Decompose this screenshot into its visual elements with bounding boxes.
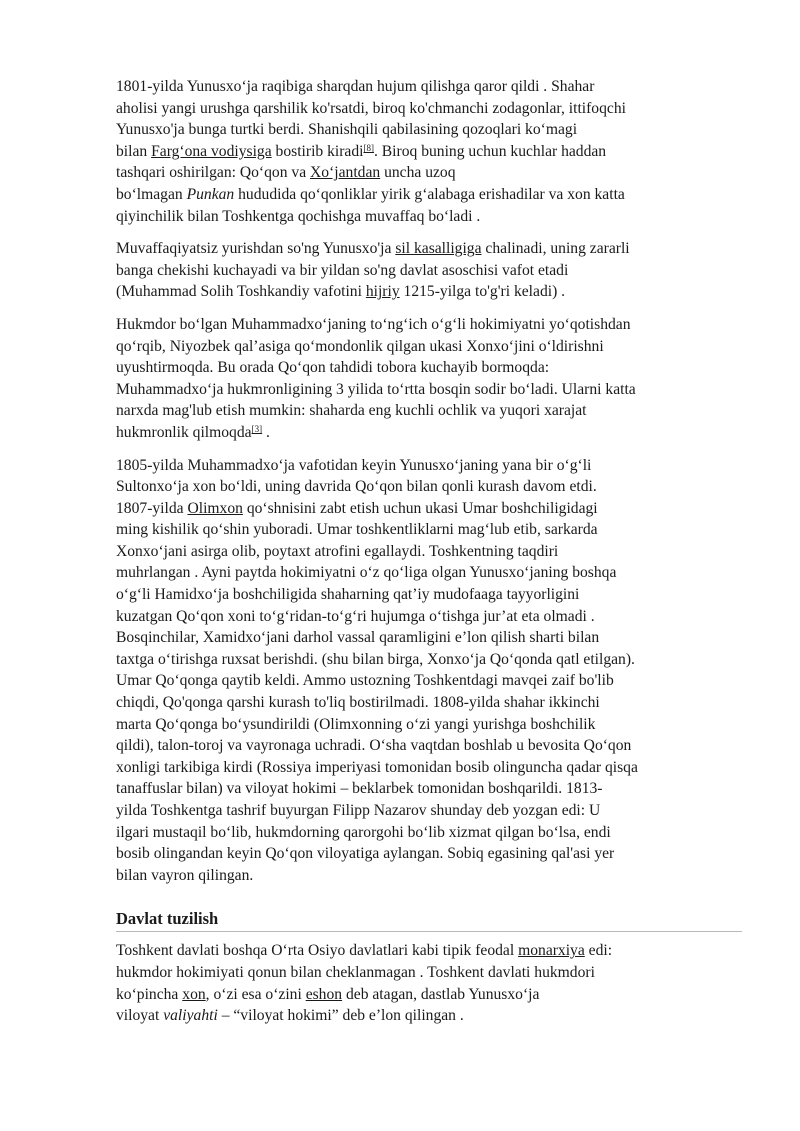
- link-eshon[interactable]: eshon: [305, 985, 343, 1003]
- text-line: Bosqinchilar, Xamidxo‘jani darhol vassal qaramligini e’lon qilish sharti bilan: [116, 629, 600, 647]
- text-line: Toshkent davlati boshqa O‘rta Osiyo davlatlari kabi tipik feodal monarxiya edi:: [116, 942, 613, 960]
- text-line: 1805-yilda Muhammadxo‘ja vafotidan keyin Yunusxo‘janing yana bir o‘g‘li: [116, 456, 592, 474]
- text-line: ilgari mustaqil bo‘lib, hukmdorning qarorgohi bo‘lib xizmat qilgan bo‘lsa, endi: [116, 823, 611, 841]
- text-line: chiqdi, Qo'qonga qarshi kurash to'liq bostirilmadi. 1808-yilda shahar ikkinchi: [116, 694, 600, 712]
- text-line: ming kishilik qo‘shin yuboradi. Umar toshkentliklarni mag‘lub etib, sarkarda: [116, 521, 598, 539]
- text-line: Sultonxo‘ja xon bo‘ldi, uning davrida Qo‘qon bilan qonli kurash davom etdi.: [116, 478, 597, 496]
- italic-punkan: Punkan: [186, 185, 235, 203]
- link-olimxon[interactable]: Olimxon: [187, 499, 243, 517]
- text-line: hukmronlik qilmoqda[3] .: [116, 423, 270, 441]
- text-line: taxtga o‘tirishga ruxsat berishdi. (shu bilan birga, Xonxo‘ja Qo‘qonda qatl etilgan).: [116, 650, 635, 668]
- citation-link[interactable]: [3]: [251, 423, 263, 434]
- text-line: Xonxo‘jani asirga olib, poytaxt atrofini egallaydi. Toshkentning taqdiri: [116, 542, 559, 560]
- text-line: 1807-yilda Olimxon qo‘shnisini zabt etish uchun ukasi Umar boshchiligidagi: [116, 499, 598, 517]
- text-line: qiyinchilik bilan Toshkentga qochishga muvaffaq bo‘ladi .: [116, 207, 481, 225]
- text-line: banga chekishi kuchayadi va bir yildan so'ng davlat asoschisi vafot etadi: [116, 261, 569, 279]
- text-line: xonligi tarkibiga kirdi (Rossiya imperiyasi tomonidan bosib olinguncha qadar qisqa: [116, 758, 638, 776]
- text-line: marta Qo‘qonga bo‘ysundirildi (Olimxonning o‘zi yangi yurishga boshchilik: [116, 715, 596, 733]
- citation-3: [252, 424, 263, 434]
- citation-8: [363, 143, 374, 153]
- text-line: muhrlangan . Ayni paytda hokimiyatni o‘z qo‘liga olgan Yunusxo‘janing boshqa: [116, 564, 617, 582]
- text-line: Hukmdor bo‘lgan Muhammadxo‘janing to‘ng‘ich o‘g‘li hokimiyatni yo‘qotishdan: [116, 315, 631, 333]
- text-line: tanaffuslar bilan) va viloyat hokimi – beklarbek tomonidan boshqarildi. 1813-: [116, 780, 603, 798]
- link-fergana-valley[interactable]: Farg‘ona vodiysiga: [151, 142, 272, 160]
- text-line: aholisi yangi urushga qarshilik ko'rsatdi, biroq ko'chmanchi zodagonlar, ittifoqchi: [116, 99, 626, 117]
- text-line: bosib olingandan keyin Qo‘qon viloyatiga aylangan. Sobiq egasining qal'asi yer: [116, 845, 615, 863]
- text-line: Umar Qo‘qonga qaytib keldi. Ammo ustozning Toshkentdagi mavqei zaif bo'lib: [116, 672, 614, 690]
- text-line: kuzatgan Qo‘qon xoni to‘g‘ridan-to‘g‘ri hujumga o‘tishga jur’at eta olmadi .: [116, 607, 595, 625]
- link-monarchy[interactable]: monarxiya: [518, 942, 585, 960]
- text-line: Muvaffaqiyatsiz yurishdan so'ng Yunusxo'ja sil kasalligiga chalinadi, uning zararli: [116, 240, 630, 258]
- link-tuberculosis[interactable]: sil kasalligiga: [395, 240, 482, 258]
- text-line: ko‘pincha xon, o‘zi esa o‘zini eshon deb atagan, dastlab Yunusxo‘ja: [116, 985, 540, 1003]
- text-line: o‘g‘li Hamidxo‘ja boshchiligida shaharning qat’iy mudofaaga tayyorligini: [116, 586, 580, 604]
- text-line: (Muhammad Solih Toshkandiy vafotini hijriy 1215-yilga to'g'ri keladi) .: [116, 283, 566, 301]
- text-line: qo‘rqib, Niyozbek qal’asiga qo‘mondonlik qilgan ukasi Xonxo‘jini o‘ldirishni: [116, 337, 604, 355]
- text-line: 1801-yilda Yunusxo‘ja raqibiga sharqdan hujum qilishga qaror qildi . Shahar: [116, 78, 595, 95]
- text-line: tashqari oshirilgan: Qo‘qon va Xo‘jantdan uncha uzoq: [116, 164, 456, 182]
- paragraph-3: [116, 314, 746, 444]
- text-line: Muhammadxo‘ja hukmronligining 3 yilida to‘rtta bosqin sodir bo‘ladi. Ularni katta: [116, 380, 636, 398]
- link-hijri[interactable]: hijriy: [365, 283, 400, 301]
- text-line: uyushtirmoqda. Bu orada Qo‘qon tahdidi tobora kuchayib bormoqda:: [116, 359, 550, 377]
- paragraph-4: [116, 455, 746, 887]
- text-line: bilan vayron qilingan.: [116, 866, 254, 884]
- text-line: qildi), talon-toroj va vayronaga uchradi. O‘sha vaqtdan boshlab u bevosita Qo‘qon: [116, 737, 632, 755]
- citation-link[interactable]: [8]: [363, 142, 374, 153]
- text-line: yilda Toshkentga tashrif buyurgan Filipp Nazarov shunday deb yozgan edi: U: [116, 802, 601, 819]
- text-line: bilan Farg‘ona vodiysiga bostirib kiradi[8]. Biroq buning uchun kuchlar haddan: [116, 142, 607, 160]
- text-line: bo‘lmagan Punkan hududida qo‘qonliklar yirik g‘alabaga erishadilar va xon katta: [116, 185, 625, 203]
- paragraph-2: [116, 238, 746, 303]
- article-body: [116, 76, 746, 1038]
- link-khujand[interactable]: Xo‘jantdan: [310, 164, 381, 182]
- text-line: hukmdor hokimiyati qonun bilan cheklanmagan . Toshkent davlati hukmdori: [116, 963, 595, 981]
- text-line: Yunusxo'ja bunga turtki berdi. Shanishqili qabilasining qozoqlari ko‘magi: [116, 121, 578, 139]
- paragraph-5: [116, 940, 746, 1026]
- section-heading: Davlat tuzilish: [116, 908, 742, 932]
- text-line: narxda mag'lub etish mumkin: shaharda eng kuchli ochlik va yuqori xarajat: [116, 402, 587, 420]
- paragraph-1: [116, 76, 746, 227]
- italic-valiyahti: valiyahti: [163, 1007, 218, 1025]
- text-line: viloyat valiyahti – “viloyat hokimi” deb e’lon qilingan .: [116, 1007, 464, 1025]
- link-khan[interactable]: xon: [182, 985, 206, 1003]
